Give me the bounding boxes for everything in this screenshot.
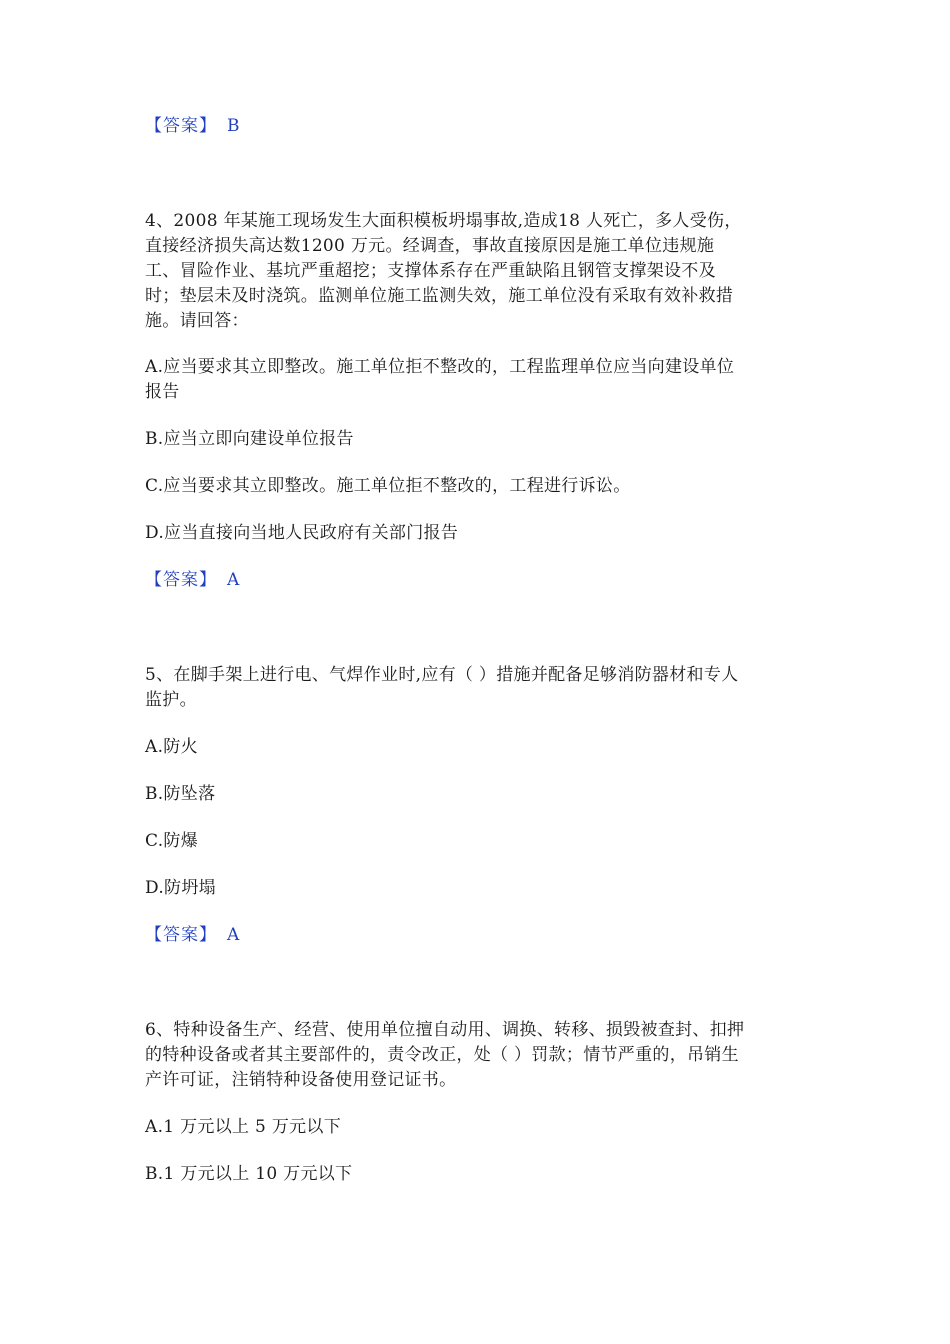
q5-option-a: A.防火 xyxy=(145,737,198,757)
q4-option-d: D.应当直接向当地人民政府有关部门报告 xyxy=(145,523,459,543)
q4-answer xyxy=(145,568,239,592)
q3-answer xyxy=(145,114,240,138)
q5-option-d: D.防坍塌 xyxy=(145,878,216,898)
q6-stem-line-2: 的特种设备或者其主要部件的，责令改正，处（ ）罚款；情节严重的，吊销生 xyxy=(145,1045,739,1065)
q4-stem-line-4: 时；垫层未及时浇筑。监测单位施工监测失效，施工单位没有采取有效补救措 xyxy=(145,286,734,306)
q4-stem-line-3: 工、冒险作业、基坑严重超挖；支撑体系存在严重缺陷且钢管支撑架设不及 xyxy=(145,261,716,281)
q5-stem-line-1: 5、在脚手架上进行电、气焊作业时,应有（ ）措施并配备足够消防器材和专人 xyxy=(145,665,739,685)
answer-value: B xyxy=(227,116,240,136)
q5-answer xyxy=(145,923,239,947)
answer-label: 【答案】 xyxy=(145,116,217,136)
q5-option-c: C.防爆 xyxy=(145,831,199,851)
q4-option-a-line-1: A.应当要求其立即整改。施工单位拒不整改的，工程监理单位应当向建设单位 xyxy=(145,357,735,377)
q4-stem-line-1: 4、2008 年某施工现场发生大面积模板坍塌事故,造成18 人死亡，多人受伤， xyxy=(145,211,742,231)
answer-label: 【答案】 xyxy=(145,925,217,945)
answer-value: A xyxy=(227,925,240,945)
q6-option-b: B.1 万元以上 10 万元以下 xyxy=(145,1164,353,1184)
answer-label: 【答案】 xyxy=(145,570,217,590)
answer-value: A xyxy=(227,570,240,590)
q4-stem-line-2: 直接经济损失高达数1200 万元。经调查，事故直接原因是施工单位违规施 xyxy=(145,236,715,256)
q6-option-a: A.1 万元以上 5 万元以下 xyxy=(145,1117,342,1137)
q5-stem-line-2: 监护。 xyxy=(145,690,197,710)
q6-stem-line-3: 产许可证，注销特种设备使用登记证书。 xyxy=(145,1070,457,1090)
q4-option-b: B.应当立即向建设单位报告 xyxy=(145,429,354,449)
q4-option-c: C.应当要求其立即整改。施工单位拒不整改的，工程进行诉讼。 xyxy=(145,476,631,496)
q6-stem-line-1: 6、特种设备生产、经营、使用单位擅自动用、调换、转移、损毁被查封、扣押 xyxy=(145,1020,745,1040)
q4-option-a-line-2: 报告 xyxy=(145,382,180,402)
q5-option-b: B.防坠落 xyxy=(145,784,216,804)
q4-stem-line-5: 施。请回答： xyxy=(145,311,249,331)
